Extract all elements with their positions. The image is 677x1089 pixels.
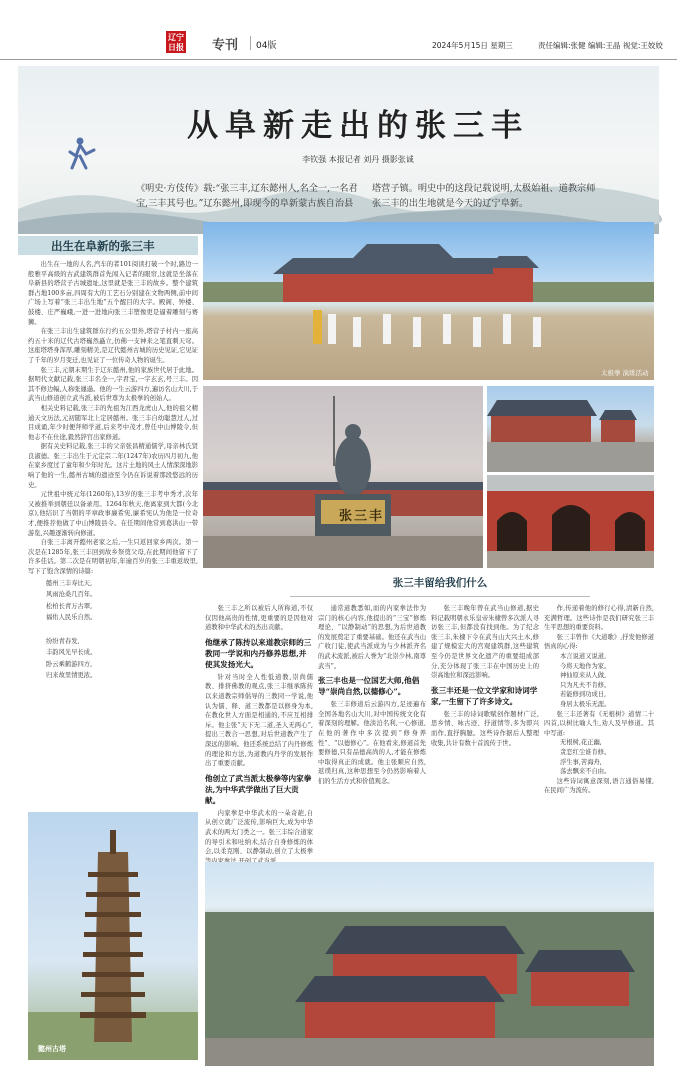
pagoda-credit: 懿州古塔 bbox=[38, 1044, 66, 1053]
text-column-1 bbox=[205, 604, 313, 856]
masthead bbox=[0, 0, 677, 60]
section-name: 专刊 bbox=[212, 38, 239, 53]
statue-plaque: 张三丰 bbox=[339, 509, 385, 524]
section-heading: 张三丰也是一位国艺大师,他倡导“崇尚自然,以德修心”。 bbox=[318, 676, 420, 697]
subhead-rule bbox=[290, 596, 590, 597]
body-paragraph: 通常道教悉如,而的内家拳法作为宗门的核心内容,他提出的“三宝”修炼理论、“以静制动”的思想,为后世道教的发展奠定了重要基础。他还在武当山广收门徒,使武当派成为与少林派齐名的武术流派,被后人誉为“北崇少林,南尊武当”。 bbox=[318, 605, 426, 670]
statue-photo bbox=[203, 386, 483, 568]
poem-line: 荡去飘来不自由。 bbox=[560, 768, 611, 776]
newspaper-logo: 辽宁日报 bbox=[168, 32, 184, 52]
taichi-performance-photo bbox=[203, 222, 654, 380]
body-paragraph: 张三丰曾作《大道歌》,抒发他修道悟真的心得: bbox=[544, 633, 654, 651]
body-paragraph: 张三丰修道后云游四方,足迹遍布全国各地名山大川,对中国传统文化有着深刻的理解。他淡泊名利,一心修道,在他的著作中多次提到“修身养性”、“以德修心”。在他看来,修道首先要修德,只有品德高尚的人,才能在修炼中取得真正的成就。他主张顺应自然,返璞归真,这种思想至今仍然影响着人们的生活方式和价值观念。 bbox=[318, 701, 426, 785]
poem-line: 贪恋红尘谁肯修。 bbox=[560, 748, 611, 756]
poem-line: 今将天地作为家。 bbox=[560, 662, 611, 670]
left-paragraph: 相关史料记载,张三丰的先祖为江西龙虎山人,他的祖父精通天文历法,元初随军北上定居懿州。张三丰自幼聪慧过人,过目成诵,年少时便拜师学道,后来考中茂才,曾任中山博陵令,但他志不在仕途,毅然辞官出家修道。 bbox=[28, 404, 198, 441]
section-heading: 他创立了武当派太极拳等内家拳法,为中华武学做出了巨大贡献。 bbox=[205, 773, 312, 805]
poem-line: 懿州三丰寿比天, bbox=[46, 579, 93, 587]
poem-line: 松柏长青万古翠, bbox=[46, 602, 93, 610]
top-photo-caption: 太极拳 演练活动 bbox=[601, 369, 649, 377]
edition-number: 04版 bbox=[256, 41, 277, 51]
article-byline: 李钦强 本报记者 刘丹 摄影张诚 bbox=[302, 155, 414, 164]
masthead-divider bbox=[250, 36, 251, 50]
poem-line: 无根树,花正幽, bbox=[560, 739, 602, 747]
poem-line: 若能修到功成日, bbox=[560, 691, 607, 699]
left-subhead-bar bbox=[18, 236, 198, 255]
poem-line: 神仙原来从人做, bbox=[560, 672, 607, 680]
left-paragraph: 据有关史料记载,张三丰的父亲张昌精通儒学,母亲林氏贤良淑德。张三丰出生于元定宗二年(1247年)农历四月初九,他在家乡度过了童年和少年时光。这片土地的风土人情深深地影响了他的一生,懿州古城的遗迹至今仍在诉说着那段悠远的历史。 bbox=[28, 443, 199, 489]
main-subhead: 张三丰留给我们什么 bbox=[392, 577, 488, 589]
poem-line: 本言说道又说道, bbox=[560, 652, 607, 660]
left-paragraph: 张三丰,元朝末期生于辽东懿州,他的家族世代居于此地。据明代文献记载,张三丰名全一,字君宝,一字玄玄,号三丰。因其不修边幅,人称张邋遢。他的一生云游四方,遍访名山大川,于武当山修道创立武当派,被后世尊为太极拳的创始人。 bbox=[28, 366, 198, 403]
section-heading: 张三丰还是一位文学家和诗词学家,一生留下了许多诗文。 bbox=[431, 685, 538, 706]
poem-line: 卧云乘鹤游四方, bbox=[46, 660, 93, 668]
body-paragraph: 张三丰之所以被后人所称道,不仅仅因他高贵的性情,更重要的是因他对道教和中华武术的杰出贡献。 bbox=[205, 605, 313, 632]
article-lede: 《明史·方伎传》载:“张三丰,辽东懿州人,名全一,一名君宝,三丰其号也。”辽东懿州,即现今的阜新蒙古族自治县塔营子镇。明史中的这段记载说明,太极始祖、道教宗师张三丰的出生地就是今天的辽宁阜新。 bbox=[136, 183, 596, 209]
text-column-2 bbox=[318, 604, 426, 852]
body-paragraph: 内家拳是中华武术的一朵奇葩,自从创立就广泛流传,影响巨大,成为中华武术的两大门类之一。张三丰综合道家的导引术和吐纳术,结合自身修炼的体会,以柔克刚、以静制动,创立了太极拳 bbox=[205, 809, 313, 856]
publication-date: 2024年5月15日 星期三 bbox=[432, 41, 513, 50]
body-paragraph: 张三丰晚年曾在武当山修道,据史料记载明朝永乐皇帝朱棣曾多次派人寻访张三丰,但都没有找到他。为了纪念张三丰,朱棣下令在武当山大兴土木,修建了规模宏大的宫观建筑群,这些建筑至今仍是世界文化遗产的重要组成部分,充分体现了张三丰在中国历史上的崇高地位和深远影响。 bbox=[431, 605, 539, 680]
left-paragraph: 在张三丰出生建筑群东行约五公里外,塔营子村内一座高约五十米的辽代古塔巍然矗立,仿佛一支神来之笔直刺天穹。这座塔塔身浑厚,雕刻精美,是辽代懿州古城的历史见证,它见证了千年的岁月变迁,也见证了一位传奇人物的诞生。 bbox=[28, 328, 198, 364]
body-paragraph: 作,传递着他的修行心得,清新自然,充满哲理。这些诗作是我们研究张三丰生平思想的重要资料。 bbox=[544, 605, 654, 632]
body-paragraph: 这些诗词寓意深刻,语言通俗易懂,在民间广为流传。 bbox=[544, 777, 654, 795]
temple-hall-photo bbox=[487, 386, 654, 472]
pagoda-photo bbox=[28, 812, 198, 1060]
left-paragraph: 自张三丰离开懿州老家之后,一生只返回家乡两次。第一次是在1285年,张三丰回到故乡祭奠父母,在此期间他留下了许多佳话。第二次是在明朝初年,年逾百岁的张三丰重返故里,写下了饱含深情的诗篇: bbox=[28, 539, 198, 575]
editor-credits: 责任编辑:张健 编辑:王晶 视觉:王姣姣 bbox=[538, 41, 663, 50]
poem-line: 纷纷青春发, bbox=[46, 637, 80, 645]
pagoda-icon bbox=[28, 812, 198, 1060]
poem-line: 丰韵风光早长成。 bbox=[46, 649, 97, 657]
poem-line: 福佑人民乐自然。 bbox=[46, 614, 97, 622]
arched-gate-photo bbox=[487, 475, 654, 568]
left-text-column bbox=[28, 260, 198, 800]
left-subhead: 出生在阜新的张三丰 bbox=[51, 239, 155, 253]
poem-line: 风雨沧桑几百年。 bbox=[46, 591, 97, 599]
poem-line: 身居太极乐无涯。 bbox=[560, 700, 611, 708]
text-column-3 bbox=[431, 604, 539, 852]
poem-line: 浮生事,苦海舟, bbox=[560, 758, 602, 766]
temple-complex-aerial-photo bbox=[205, 862, 654, 1066]
body-paragraph: 针对当时全人性低道教,崇尚儒教、排挤佛教的观点,张三丰继承陈抟以来道教宗师倡导的三教同一学说,他认为儒、释、道三教都是以修身为本,在教化世人方面是相通的,不应互相排斥。他主张“天下无二道,圣人无两心”,提出三教合一思想,对后世道教产生了深远的影响。他还系统总结了内丹修炼的理论和方法,为道教内丹学的发展作出了重要贡献。 bbox=[205, 673, 313, 768]
hero-banner bbox=[18, 66, 659, 234]
poem-line: 只为凡夫不肯修。 bbox=[560, 681, 611, 689]
taiji-practitioner-icon bbox=[62, 136, 98, 170]
body-paragraph: 张三丰的诗词歌赋创作题材广泛,思乡情、咏古迹、抒道情等,多为即兴而作,直抒胸臆。这些诗作据后人整理收集,共计有数十首流传于世。 bbox=[431, 710, 539, 747]
poem-line bbox=[28, 625, 198, 635]
poem-line: 归来故里情更浓。 bbox=[46, 672, 97, 680]
text-column-4 bbox=[544, 604, 654, 852]
page-headline: 从阜新走出的张三丰 bbox=[187, 108, 529, 144]
left-paragraph: 出生在一地的人名,汽车的者101阅读打破一个时,路边一般雅平高级的古武建筑群首先闯入记者的眼帘,这就是坐落在阜新县的塔营子古城遗址,这里就是张三丰的故乡。整个建筑群占地100多亩,四周有大的工艺石分别建在文物两侧,前中间广场上写着“张三丰出生地”五个醒目的大字。殿阁、钟楼、鼓楼、庄严巍峨,一进一进地向张三丰塑像更是逼着雕刻与赛狮。 bbox=[28, 261, 198, 326]
left-paragraph: 元世祖中统元年(1260年),13岁的张三丰考中秀才,次年又被推举到朝廷以备录用。1264年秋天,他离家到大都(今北京),他结识了当朝的平章政事廉希宪,廉希宪认为他是一位奇才,便推荐他做了中山博陵县令。在任期间他常到葛洪山一带游览,兴趣逐渐转向修道。 bbox=[28, 491, 198, 537]
body-paragraph: 张三丰还著有《无根树》道情二十四首,以树比喻人生,劝人及早修道。其中写道: bbox=[544, 710, 654, 737]
section-heading: 他继承了陈抟以来道教宗师的三教同一学说和内丹修养思想,并使其发扬光大。 bbox=[205, 637, 312, 669]
